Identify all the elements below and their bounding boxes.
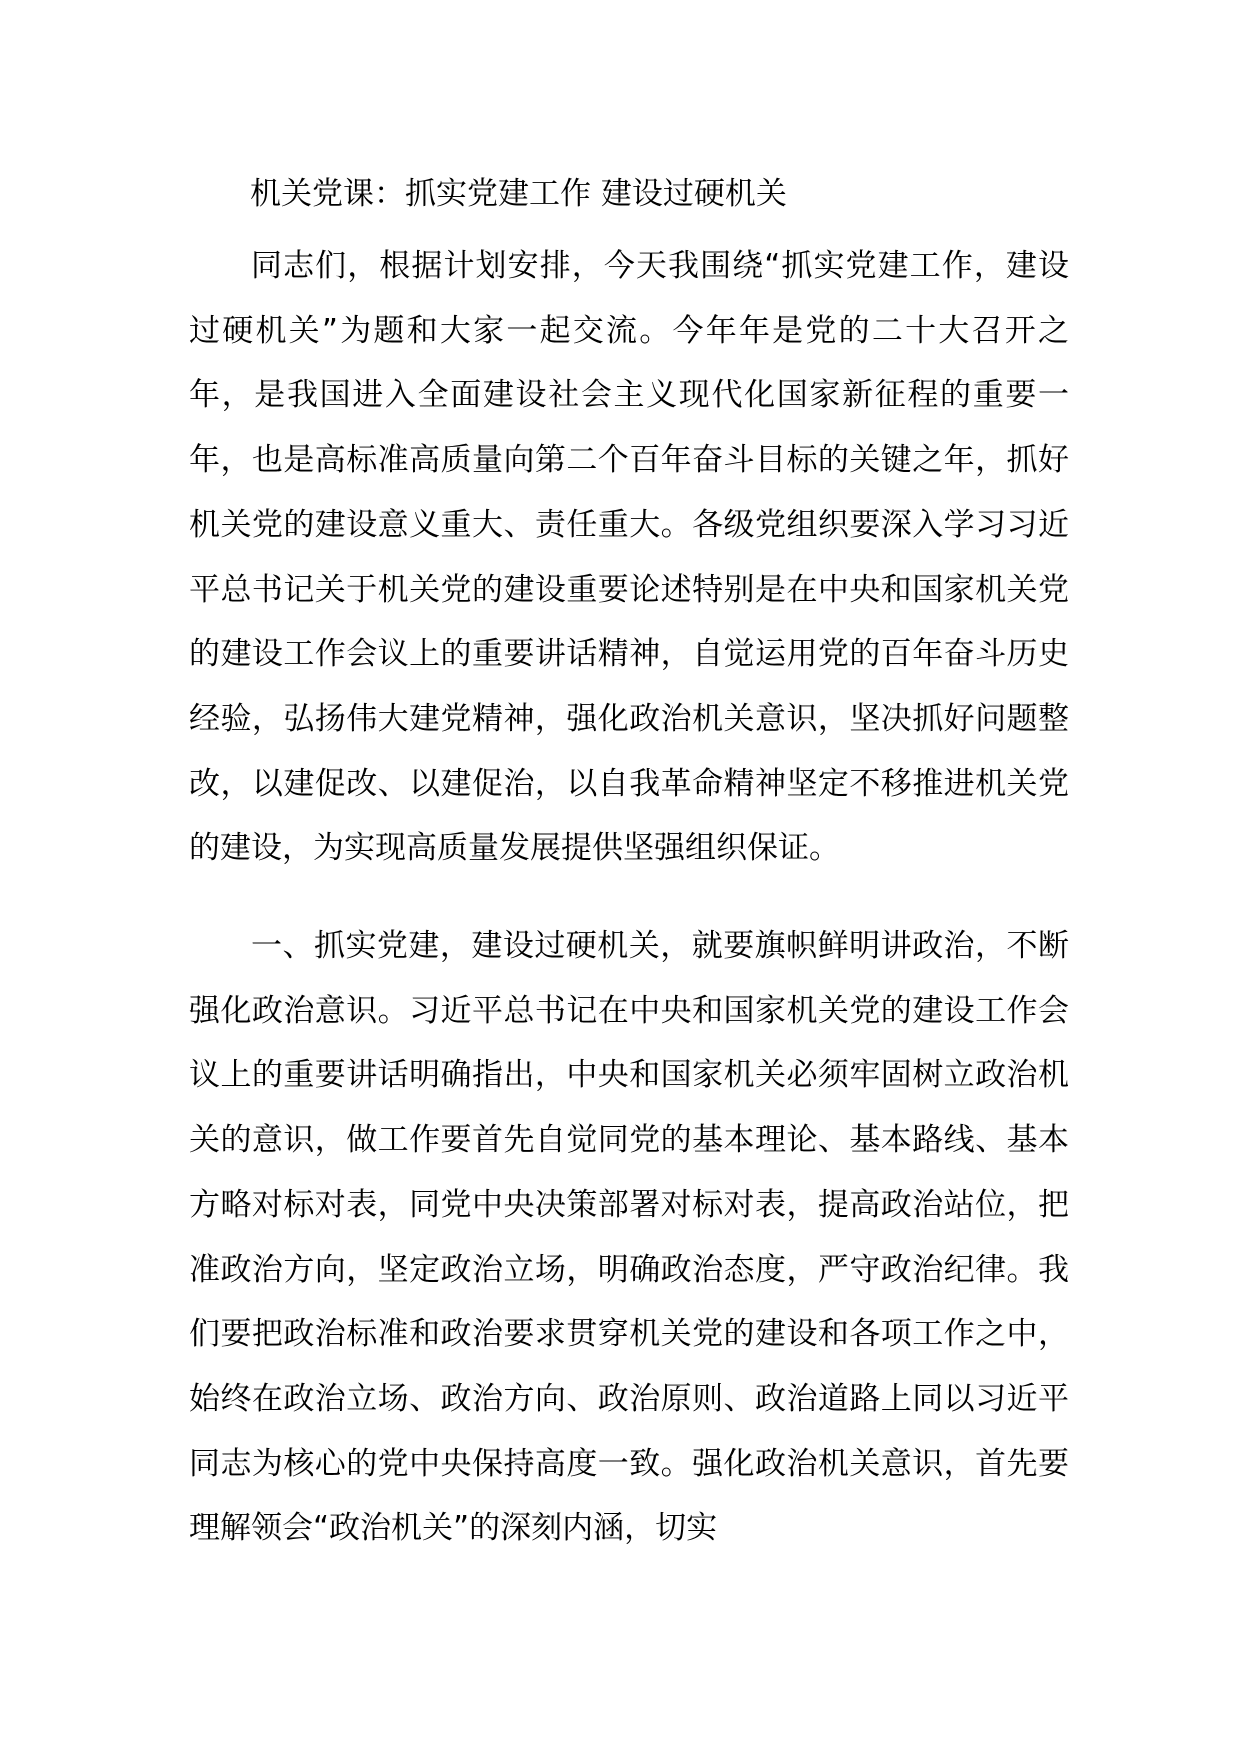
body-paragraph: 同志们，根据计划安排，今天我围绕“抓实党建工作，建设过硬机关”为题和大家一起交流。今年年是党的二十大召开之年，是我国进入全面建设社会主义现代化国家新征程的重要一年，也是高标准高质量向第二个百年奋斗目标的关键之年，抓好机关党的建设意义重大、责任重大。各级党组织要深入学习习近平总书记关于机关党的建设重要论述特别是在中央和国家机关党的建设工作会议上的重要讲话精神，自觉运用党的百年奋斗历史经验，弘扬伟大建党精神，强化政治机关意识，坚决抓好问题整改，以建促改、以建促治，以自我革命精神坚定不移推进机关党的建设，为实现高质量发展提供坚强组织保证。	[189, 248, 1069, 867]
body-paragraph: 一、抓实党建，建设过硬机关，就要旗帜鲜明讲政治，不断强化政治意识。习近平总书记在中央和国家机关党的建设工作会议上的重要讲话明确指出，中央和国家机关必须牢固树立政治机关的意识，做工作要首先自觉同党的基本理论、基本路线、基本方略对标对表，同党中央决策部署对标对表，提高政治站位，把准政治方向，坚定政治立场，明确政治态度，严守政治纪律。我们要把政治标准和政治要求贯穿机关党的建设和各项工作之中，始终在政治立场、政治方向、政治原则、政治道路上同以习近平同志为核心的党中央保持高度一致。强化政治机关意识，首先要理解领会“政治机关”的深刻内涵，切实	[189, 928, 1069, 1547]
document-title: 机关党课：抓实党建工作 建设过硬机关	[250, 176, 787, 212]
